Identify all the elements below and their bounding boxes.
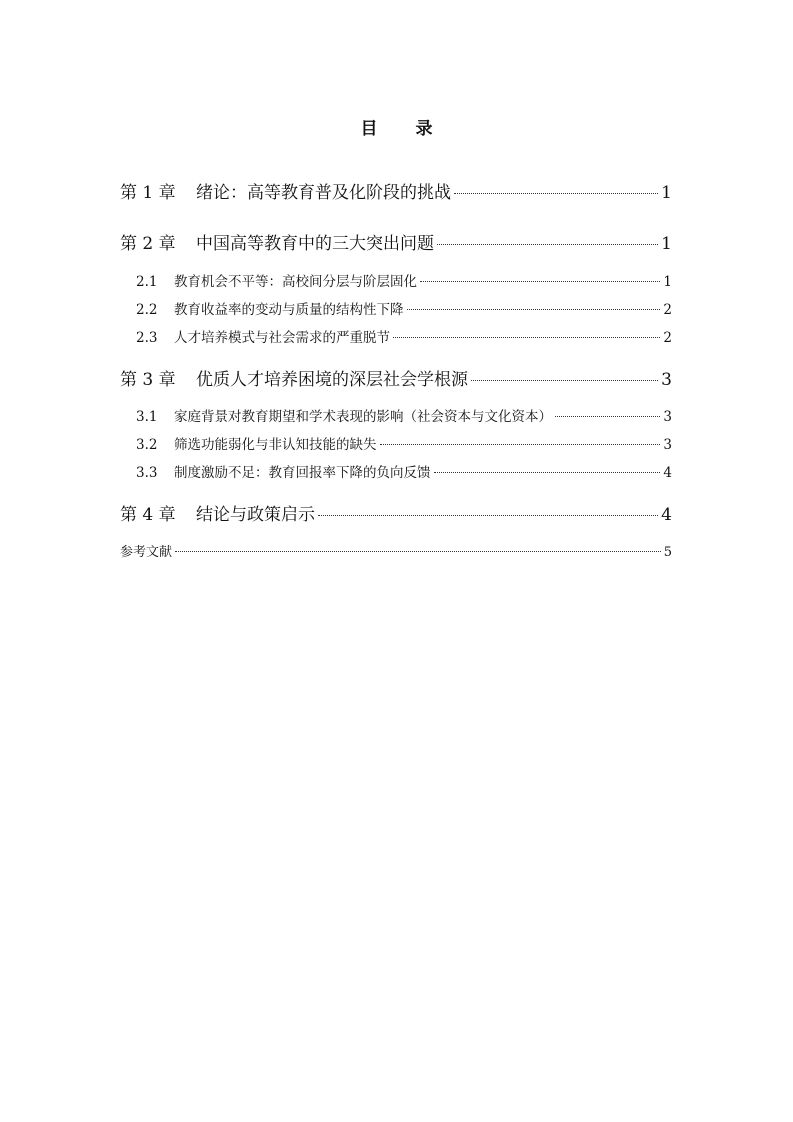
section-title: 制度激励不足：教育回报率下降的负向反馈 [174,465,431,481]
page-number: 1 [661,234,672,254]
page-number: 3 [663,437,672,453]
toc-entry-chapter-3[interactable] [120,365,672,390]
section-title: 家庭背景对教育期望和学术表现的影响（社会资本与文化资本） [174,409,552,425]
dot-leader [380,444,661,445]
toc-entry-chapter-2[interactable] [120,229,672,254]
dot-leader [318,515,658,516]
page-number: 1 [661,183,672,203]
toc-entry-chapter-1[interactable] [120,178,672,203]
page-number: 3 [661,370,672,390]
chapter-number: 第 3 章 [120,370,176,390]
page-number: 4 [663,465,672,481]
toc-entry-section-3-3[interactable] [136,461,672,481]
dot-leader [454,193,658,194]
page-number: 2 [663,302,672,318]
section-number: 3.2 [136,437,158,453]
toc-entry-section-2-3[interactable] [136,326,672,346]
references-title: 参考文献 [120,545,173,560]
toc-entry-references[interactable] [120,541,672,560]
toc-entry-section-2-1[interactable] [136,270,672,290]
section-number: 2.3 [136,330,158,346]
section-number: 2.2 [136,302,158,318]
page-number: 2 [663,330,672,346]
section-title: 人才培养模式与社会需求的严重脱节 [174,330,390,346]
section-number: 2.1 [136,274,158,290]
chapter-number: 第 4 章 [120,505,176,525]
chapter-title: 结论与政策启示 [196,505,315,525]
dot-leader [434,472,661,473]
dot-leader [555,416,660,417]
chapter-number: 第 2 章 [120,234,176,254]
chapter-title: 优质人才培养困境的深层社会学根源 [196,370,468,390]
dot-leader [407,309,661,310]
dot-leader [175,551,661,552]
section-number: 3.3 [136,465,158,481]
section-number: 3.1 [136,409,158,425]
dot-leader [393,337,660,338]
page-number: 5 [663,545,672,560]
section-title: 教育机会不平等：高校间分层与阶层固化 [174,274,417,290]
toc-heading: 目 录 [360,119,449,139]
chapter-title: 绪论：高等教育普及化阶段的挑战 [196,183,451,203]
dot-leader [437,244,658,245]
section-title: 筛选功能弱化与非认知技能的缺失 [174,437,377,453]
toc-entry-section-3-1[interactable] [136,405,672,425]
page-number: 3 [663,409,672,425]
section-title: 教育收益率的变动与质量的结构性下降 [174,302,404,318]
chapter-title: 中国高等教育中的三大突出问题 [196,234,434,254]
toc-entry-chapter-4[interactable] [120,500,672,525]
page-number: 4 [661,505,672,525]
toc-entry-section-2-2[interactable] [136,298,672,318]
dot-leader [420,281,660,282]
toc-entry-section-3-2[interactable] [136,433,672,453]
chapter-number: 第 1 章 [120,183,176,203]
page-number: 1 [663,274,672,290]
dot-leader [471,380,658,381]
